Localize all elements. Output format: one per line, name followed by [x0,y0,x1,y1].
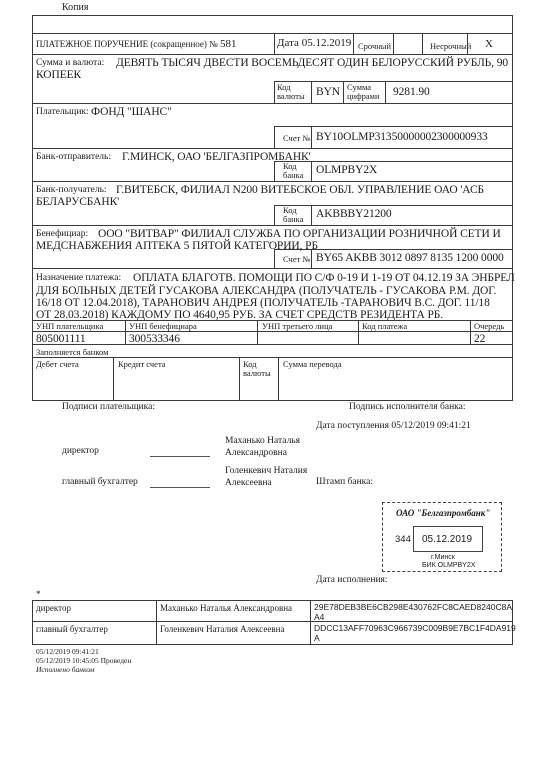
unp-beneficiary-value: 300533346 [129,333,180,345]
purpose-line4: ОТ 28.03.2018) КАЖДОМУ ПО 4640,95 РУБ. ЗА СЧЕТ СРЕДСТВ РЕЗИДЕНТА РБ. [36,309,444,321]
currency-code: BYN [316,86,340,98]
signer-role-director: директор [36,603,71,613]
footer-line2: 05/12/2019 10:45:05 Проведен [36,656,132,665]
order-value: 22 [474,333,486,345]
stamp-bank-name: ОАО "Белгазпромбанк" [396,508,491,518]
signer-hash-director: 29E78DEB3BE6CB298E430762FC8CAED8240C8A [314,602,512,612]
receiver-bank-label: Банк-получатель: [36,185,107,195]
transfer-sum-label: Сумма перевода [283,359,342,369]
beneficiary-name-line2: МЕДСНАБЖЕНИЯ АПТЕКА 5 ПЯТОЙ КАТЕГОРИИ, РБ [36,240,318,252]
payer-name: ФОНД "ШАНС" [91,106,172,118]
non-urgent-label: Несрочный [430,41,472,51]
receiver-bank-code-label: Код [283,205,297,215]
non-urgent-mark: X [485,38,493,50]
unp-payer-value: 805001111 [36,333,86,345]
doc-number: 581 [219,38,237,50]
executor-signature-label: Подпись исполнителя банка: [349,402,466,412]
stamp-city: г.Минск [431,554,455,561]
payer-account: BY10OLMP31350000002300000933 [316,131,488,143]
signer-hash-accountant: DDCC13AFF70963C966739C009B9E7BC1F4DA919 [314,623,516,633]
payer-account-label: Счет № [283,133,311,143]
bank-stamp-label: Штамп банка: [316,477,373,487]
amount-text-line2: КОПЕЕК [36,69,82,81]
doc-title: ПЛАТЕЖНОЕ ПОРУЧЕНИЕ (сокращенное) № 581 [36,38,237,50]
beneficiary-account-label: Счет № [283,254,311,264]
sender-bank-code-label: Код [283,161,297,171]
sender-bank-name: Г.МИНСК, ОАО 'БЕЛГАЗПРОМБАНК' [122,151,311,163]
stamp-bic: БИК OLMPBY2X [422,562,476,569]
purpose-line3: 16/18 ОТ 12.04.2018), ТАРАНОВИЧ АНДРЕЯ (ПОЛУЧАТЕЛЬ -ТАРАНОВИЧ В.С. ДОГ. 11/18 [36,297,490,309]
unp-third-label: УНП третьего лица [262,321,333,331]
signer-name-director: Маханько Наталья Александровна [160,603,293,613]
execution-date-label: Дата исполнения: [316,575,388,585]
purpose-line2: ДЛЯ БОЛЬНЫХ ДЕТЕЙ ГУСАКОВА АЛЕКСАНДРА (ПОЛУЧАТЕЛЬ - ГУСАКОВА Р.М. ДОГ. [36,285,497,297]
doc-date: Дата 05.12.2019 [277,37,352,49]
sum-digits-label: Сумма [347,82,372,92]
signer-name-accountant: Голенкевич Наталия Алексеевна [160,624,285,634]
amount-label: Сумма и валюта: [36,58,105,68]
director-signature-line [150,456,210,457]
payer-label: Плательщик: [36,107,89,117]
sender-bank-code: OLMPBY2X [316,164,378,176]
credit-label: Кредит счета [118,359,166,369]
sum-digits: 9281.90 [393,86,430,98]
payer-signatures-label: Подписи плательщика: [62,402,155,412]
beneficiary-label: Бенефициар: [36,229,89,239]
director-label: директор [62,446,99,456]
accountant-name: Голенкевич Наталия [225,466,308,476]
unp-payer-label: УНП плательщика [36,321,104,331]
signer-role-accountant: главный бухгалтер [36,624,108,634]
stamp-date: 05.12.2019 [422,534,473,545]
stamp-number: 344 [395,534,411,545]
debit-label: Дебет счета [36,359,79,369]
purpose-label: Назначение платежа: [36,273,122,283]
currency-code-label: Код [277,82,291,92]
accountant-signature-line [150,487,210,488]
urgent-label: Срочный [358,41,392,51]
footer-line3: Исполнено банком [36,665,95,674]
unp-beneficiary-label: УНП бенефициара [129,321,197,331]
bank-section-title: Заполняется банком [36,347,109,357]
director-name: Маханько Наталья [225,436,301,446]
sender-bank-label: Банк-отправитель: [36,152,112,162]
asterisk: * [36,589,41,599]
beneficiary-account: BY65 AKBB 3012 0897 8135 1200 0000 [316,252,504,264]
copy-label: Копия [62,2,89,13]
receiver-bank-name-line2: БЕЛАРУСБАНК' [36,196,120,208]
receiver-bank-name-line1: Г.ВИТЕБСК, ФИЛИАЛ N200 ВИТЕБСКОЕ ОБЛ. УПРАВЛЕНИЕ ОАО 'АСБ [116,184,485,196]
payment-code-label: Код платежа [362,321,408,331]
footer-line1: 05/12/2019 09:41:21 [36,647,99,656]
bank-currency-label: Код [243,359,257,369]
accountant-label: главный бухгалтер [62,477,138,487]
beneficiary-name-line1: ООО "ВИТВАР" ФИЛИАЛ СЛУЖБА ПО ОРГАНИЗАЦИИ РОЗНИЧНОЙ СЕТИ И [98,228,501,240]
receipt-date: Дата поступления 05/12/2019 09:41:21 [316,421,471,431]
order-label: Очередь [474,321,505,331]
receiver-bank-code: AKBBBY21200 [316,208,392,220]
purpose-line1: ОПЛАТА БЛАГОТВ. ПОМОЩИ ПО С/Ф 0-19 И 1-19 ОТ 04.12.19 ЗА ЭНБРЕЛ [133,272,515,284]
amount-text-line1: ДЕВЯТЬ ТЫСЯЧ ДВЕСТИ ВОСЕМЬДЕСЯТ ОДИН БЕЛОРУССКИЙ РУБЛЬ, 90 [116,57,509,69]
